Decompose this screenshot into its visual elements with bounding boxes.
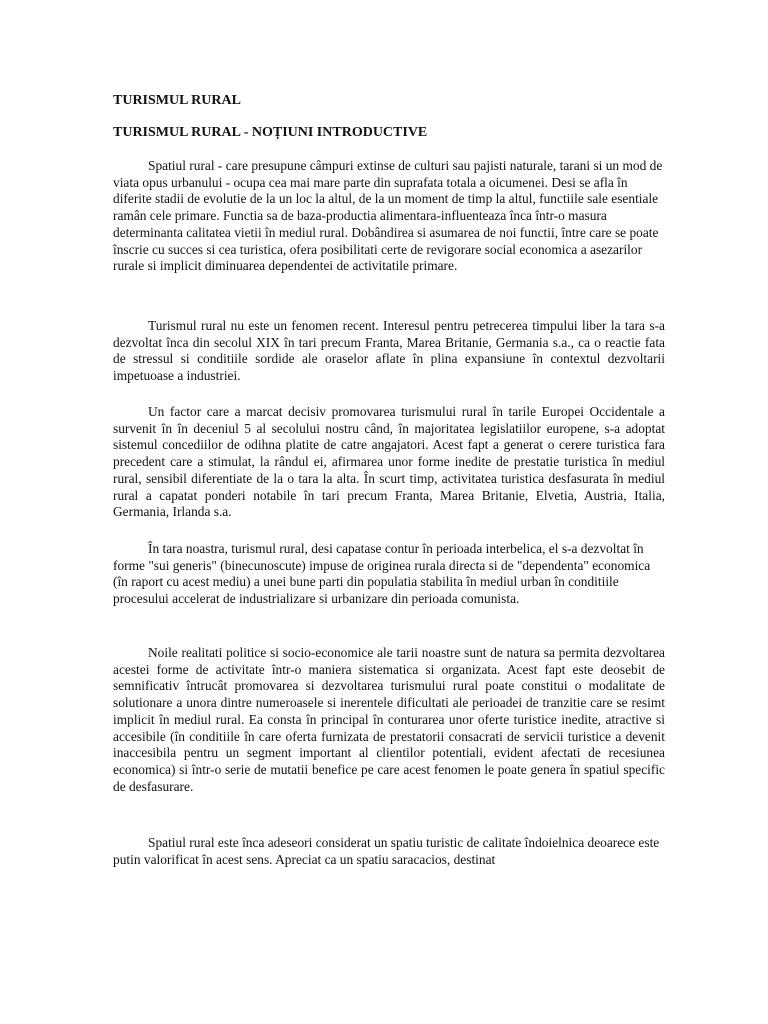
document-subtitle: TURISMUL RURAL - NOȚIUNI INTRODUCTIVE [113, 125, 428, 140]
paragraph-rural-space: Spatiul rural - care presupune câmpuri extinse de culturi sau pajisti naturale, tarani si un mod de viata opus urbanului - ocupa cea mai mare parte din suprafata totala a oicumenei. Desi se afla în diferite stadii de evolutie de la un loc la altul, de la un moment de timp la altul, functiile sale esentiale ramân cele primare. Functia sa de baza-productia alimentara-influenteaza înca într-o masura determinanta calitatea vietii în mediul rural. Dobândirea si asumarea de noi functii, între care se poate înscrie cu succes si cea turistica, ofera posibilitati certe de revigorare social economica a asezarilor rurale si implicit diminuarea dependentei de activitatile primare. [113, 158, 663, 274]
paragraph-romania: În tara noastra, turismul rural, desi capatase contur în perioada interbelica, el s-a dezvoltat în forme "sui generis" (binecunoscute) impuse de originea rurala directa si de "dependenta" economica (în raport cu acest mediu) a unei bune parti din populatia stabilita în mediul urban în conditiile procesului accelerat de industrializare si urbanizare din perioada comunista. [113, 541, 651, 607]
paragraph-new-realities: Noile realitati politice si socio-economice ale tarii noastre sunt de natura sa permita dezvoltarea acestei forme de activitate într-o maniera sistematica si organizata. Acest fapt este deosebit de semnificativ întrucât promovarea si dezvoltarea turismului rural poate constitui o modalitate de solutionare a unora dintre numeroasele si inerentele dificultati ale perioadei de tranzitie care se resimt implicit în mediul rural. Ea consta în principal în conturarea unor oferte turistice inedite, atractive si accesibile (în conditiile în care oferta furnizata de prestatorii consacrati de servicii turistice a devenit inaccesibila pentru un segment important al clientilor potentiali, evident afectati de recesiunea economica) si într-o serie de mutatii benefice pe care acest fenomen le poate genera în spatiul specific de desfasurare. [113, 645, 665, 794]
paragraph-rural-quality: Spatiul rural este înca adeseori considerat un spatiu turistic de calitate îndoielnica deoarece este putin valorificat în acest sens. Apreciat ca un spatiu saracacios, destinat [113, 835, 660, 867]
paragraph-history: Turismul rural nu este un fenomen recent. Interesul pentru petrecerea timpului liber la tara s-a dezvoltat înca din secolul XIX în tari precum Franta, Marea Britanie, Germania s.a., ca o reactie fata de stressul si conditiile sordide ale oraselor aflate în plina expansiune în contextul dezvoltarii impetuoase a industriei. [113, 318, 665, 384]
paragraph-western-europe: Un factor care a marcat decisiv promovarea turismului rural în tarile Europei Occidentale a survenit în în deceniul 5 al secolului nostru când, în majoritatea legislatiilor europene, s-a adoptat sistemul concediilor de odihna platite de catre angajatori. Acest fapt a generat o cerere turistica fara precedent care a stimulat, la rândul ei, afirmarea unor forme inedite de prestatie turistica în mediul rural, sensibil diferentiate de la o tara la alta. În scurt timp, activitatea turistica desfasurata în mediul rural a capatat ponderi notabile în tari precum Franta, Marea Britanie, Elvetia, Austria, Italia, Germania, Irlanda s.a. [113, 404, 665, 520]
document-title: TURISMUL RURAL [113, 93, 241, 108]
